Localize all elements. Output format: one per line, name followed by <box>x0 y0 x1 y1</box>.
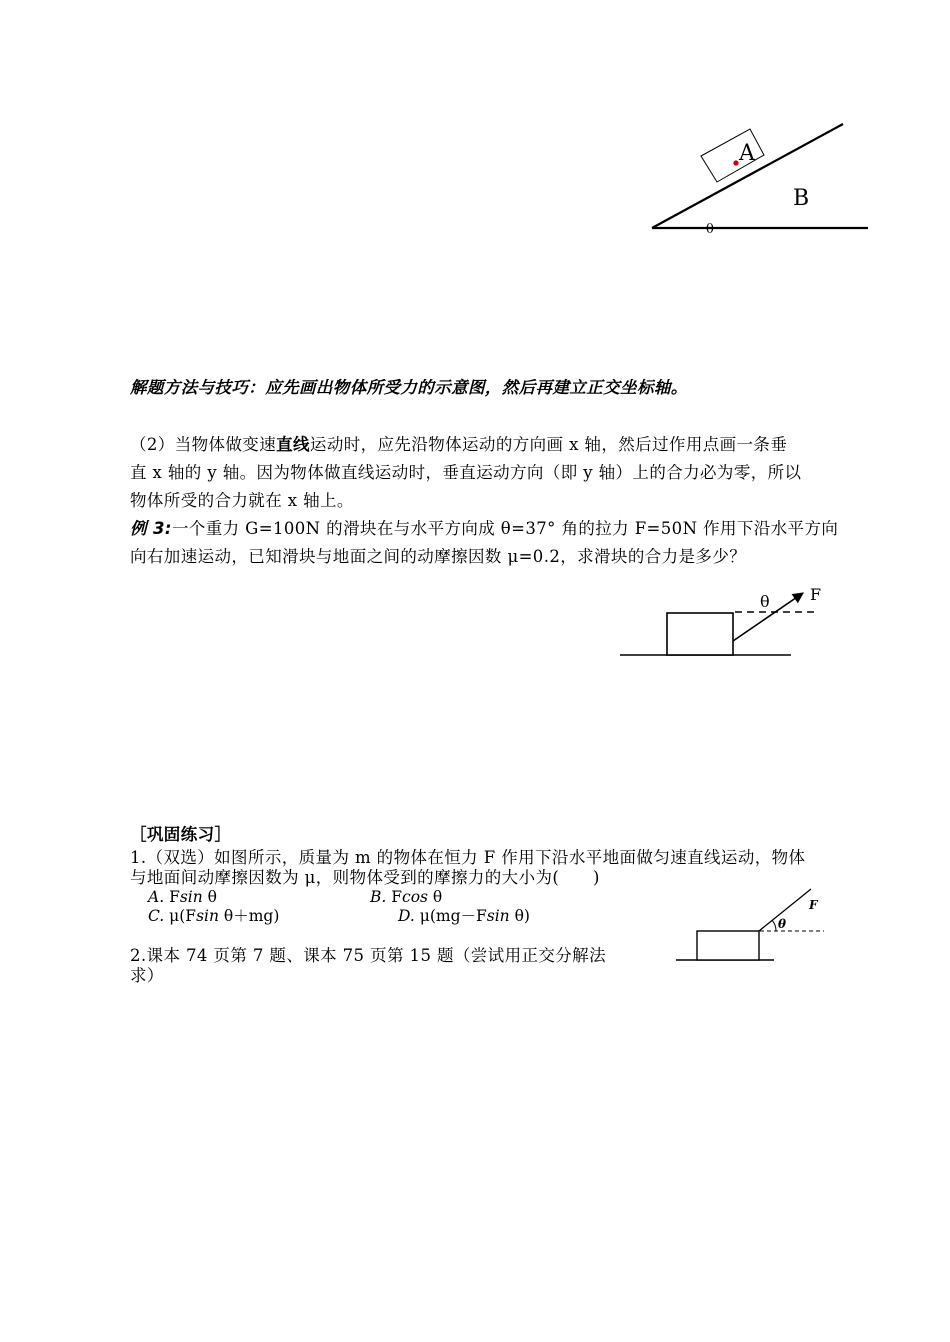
label-block-a: A <box>739 141 755 166</box>
label-angle-theta: θ <box>706 222 714 237</box>
para2-suffix: 运动时，应先沿物体运动的方向画 x 轴，然后过作用点画一条垂 <box>309 435 788 454</box>
option-b-letter: B. <box>370 888 387 906</box>
option-a-letter: A. <box>148 888 165 906</box>
pull-force-figure <box>615 582 830 662</box>
option-a-pre: F <box>169 888 180 906</box>
angle-arc <box>772 920 776 931</box>
para2-prefix: （2）当物体做变速 <box>130 435 277 454</box>
option-d-fn: sin <box>486 907 510 925</box>
option-d-letter: D. <box>398 907 415 925</box>
box <box>697 931 759 960</box>
para2-line2: 直 x 轴的 y 轴。因为物体做直线运动时，垂直运动方向（即 y 轴）上的合力必为零，所以 <box>130 463 802 482</box>
option-b-fn: cos <box>402 888 428 906</box>
para2-bold-term: 直线 <box>276 435 310 454</box>
example3-label: 例 3: <box>130 519 172 538</box>
label-force-f: F <box>809 898 818 912</box>
example3-text: 一个重力 G=100N 的滑块在与水平方向成 θ=37° 角的拉力 F=50N 作用下沿水平方向 <box>171 519 839 538</box>
incline-figure <box>640 115 880 240</box>
label-incline-b: B <box>793 186 810 211</box>
practice-heading: ［巩固练习］ <box>130 825 232 844</box>
option-c-pre: μ(F <box>169 907 197 925</box>
center-dot <box>733 160 738 165</box>
para2-line1 <box>130 433 787 457</box>
box <box>667 613 733 655</box>
option-a-fn: sin <box>179 888 203 906</box>
option-c <box>148 906 279 926</box>
option-c-fn: sin <box>196 907 219 925</box>
example3-line1 <box>130 517 838 541</box>
option-b <box>370 887 442 907</box>
example3-line2: 向右加速运动，已知滑块与地面之间的动摩擦因数 μ=0.2，求滑块的合力是多少？ <box>130 547 747 566</box>
option-d-post: θ) <box>509 907 530 925</box>
option-a-post: θ <box>202 888 217 906</box>
option-c-letter: C. <box>148 907 165 925</box>
option-d <box>398 906 530 926</box>
q1-line1: 1.（双选）如图所示，质量为 m 的物体在恒力 F 作用下沿水平地面做匀速直线运动，物体 <box>130 848 806 867</box>
q2-line1: 2.课本 74 页第 7 题、课本 75 页第 15 题（尝试用正交分解法 <box>130 946 606 965</box>
q2-line2: 求） <box>130 966 164 985</box>
label-force-f: F <box>810 585 822 604</box>
para2-line3: 物体所受的合力就在 x 轴上。 <box>130 491 354 510</box>
option-a <box>148 887 217 907</box>
method-tip: 解题方法与技巧：应先画出物体所受力的示意图，然后再建立正交坐标轴。 <box>130 378 688 397</box>
label-angle-theta: θ <box>778 917 787 931</box>
option-b-post: θ <box>428 888 443 906</box>
label-angle-theta: θ <box>760 592 770 611</box>
option-b-pre: F <box>391 888 403 906</box>
option-d-pre: μ(mg－F <box>419 907 487 925</box>
practice-force-figure <box>672 880 832 965</box>
q1-line2: 与地面间动摩擦因数为 μ，则物体受到的摩擦力的大小为( ) <box>130 868 600 887</box>
option-c-post: θ＋mg) <box>218 907 280 925</box>
